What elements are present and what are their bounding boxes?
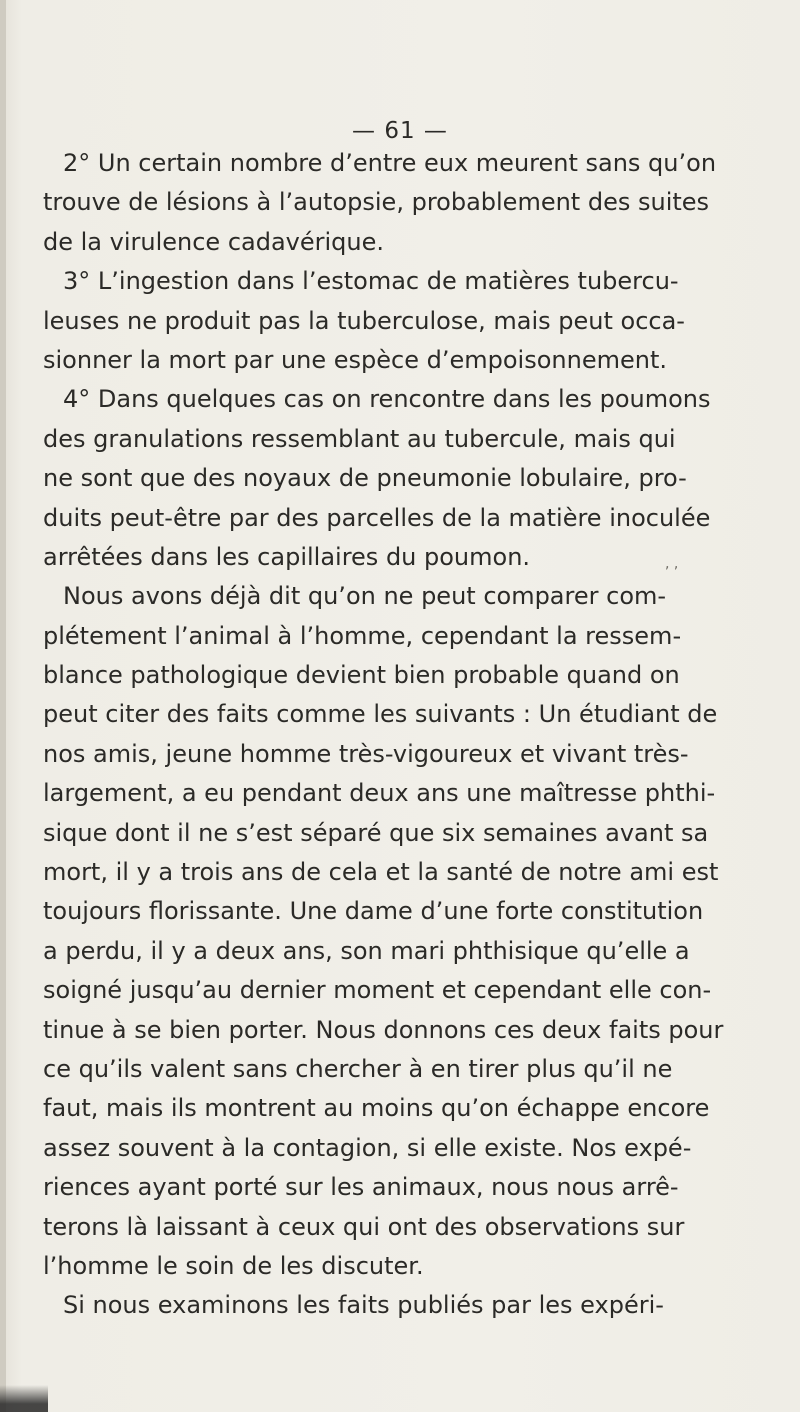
text-line: 4° Dans quelques cas on rencontre dans les poumons (63, 385, 711, 414)
text-line: blance pathologique devient bien probable quand on (43, 661, 680, 690)
text-line: riences ayant porté sur les animaux, nous nous arrê- (43, 1173, 679, 1202)
text-line: plétement l’animal à l’homme, cependant la ressem- (43, 621, 682, 650)
text-line: trouve de lésions à l’autopsie, probablement des suites (43, 188, 710, 217)
text-line: arrêtées dans les capillaires du poumon. (43, 542, 531, 571)
binding-shadow (0, 1385, 48, 1412)
binding-edge (0, 0, 6, 1412)
text-line: toujours florissante. Une dame d’une forte constitution (43, 897, 704, 926)
text-line: des granulations ressemblant au tubercule, mais qui (43, 424, 676, 453)
text-line: ne sont que des noyaux de pneumonie lobulaire, pro- (43, 464, 687, 493)
text-line: terons là laissant à ceux qui ont des observations sur (43, 1212, 685, 1241)
text-line: peut citer des faits comme les suivants : Un étudiant de (43, 700, 718, 729)
text-line: de la virulence cadavérique. (43, 227, 385, 256)
margin-mark: , , (665, 556, 679, 572)
text-line: sique dont il ne s’est séparé que six semaines avant sa (43, 818, 709, 847)
text-line: mort, il y a trois ans de cela et la santé de notre ami est (43, 858, 719, 887)
text-line: nos amis, jeune homme très-vigoureux et vivant très- (43, 739, 689, 768)
text-line: sionner la mort par une espèce d’empoisonnement. (43, 345, 667, 374)
body-text (43, 144, 724, 1326)
text-line: leuses ne produit pas la tuberculose, mais peut occa- (43, 306, 685, 335)
text-line: a perdu, il y a deux ans, son mari phthisique qu’elle a (43, 936, 690, 965)
text-line: Si nous examinons les faits publiés par les expéri- (63, 1291, 664, 1320)
text-line: 3° L’ingestion dans l’estomac de matières tubercu- (63, 267, 679, 296)
page-number: — 61 — (352, 118, 448, 144)
text-line: duits peut-être par des parcelles de la matière inoculée (43, 503, 711, 532)
text-line: soigné jusqu’au dernier moment et cependant elle con- (43, 976, 712, 1005)
text-line: 2° Un certain nombre d’entre eux meurent sans qu’on (63, 149, 717, 177)
text-line: tinue à se bien porter. Nous donnons ces deux faits pour (43, 1015, 724, 1044)
text-line: Nous avons déjà dit qu’on ne peut comparer com- (63, 582, 667, 611)
text-line: ce qu’ils valent sans chercher à en tirer plus qu’il ne (43, 1054, 673, 1083)
text-line: assez souvent à la contagion, si elle existe. Nos expé- (43, 1133, 692, 1162)
text-line: largement, a eu pendant deux ans une maîtresse phthi- (43, 779, 716, 808)
text-line: faut, mais ils montrent au moins qu’on échappe encore (43, 1094, 710, 1123)
text-line: l’homme le soin de les discuter. (43, 1251, 424, 1280)
